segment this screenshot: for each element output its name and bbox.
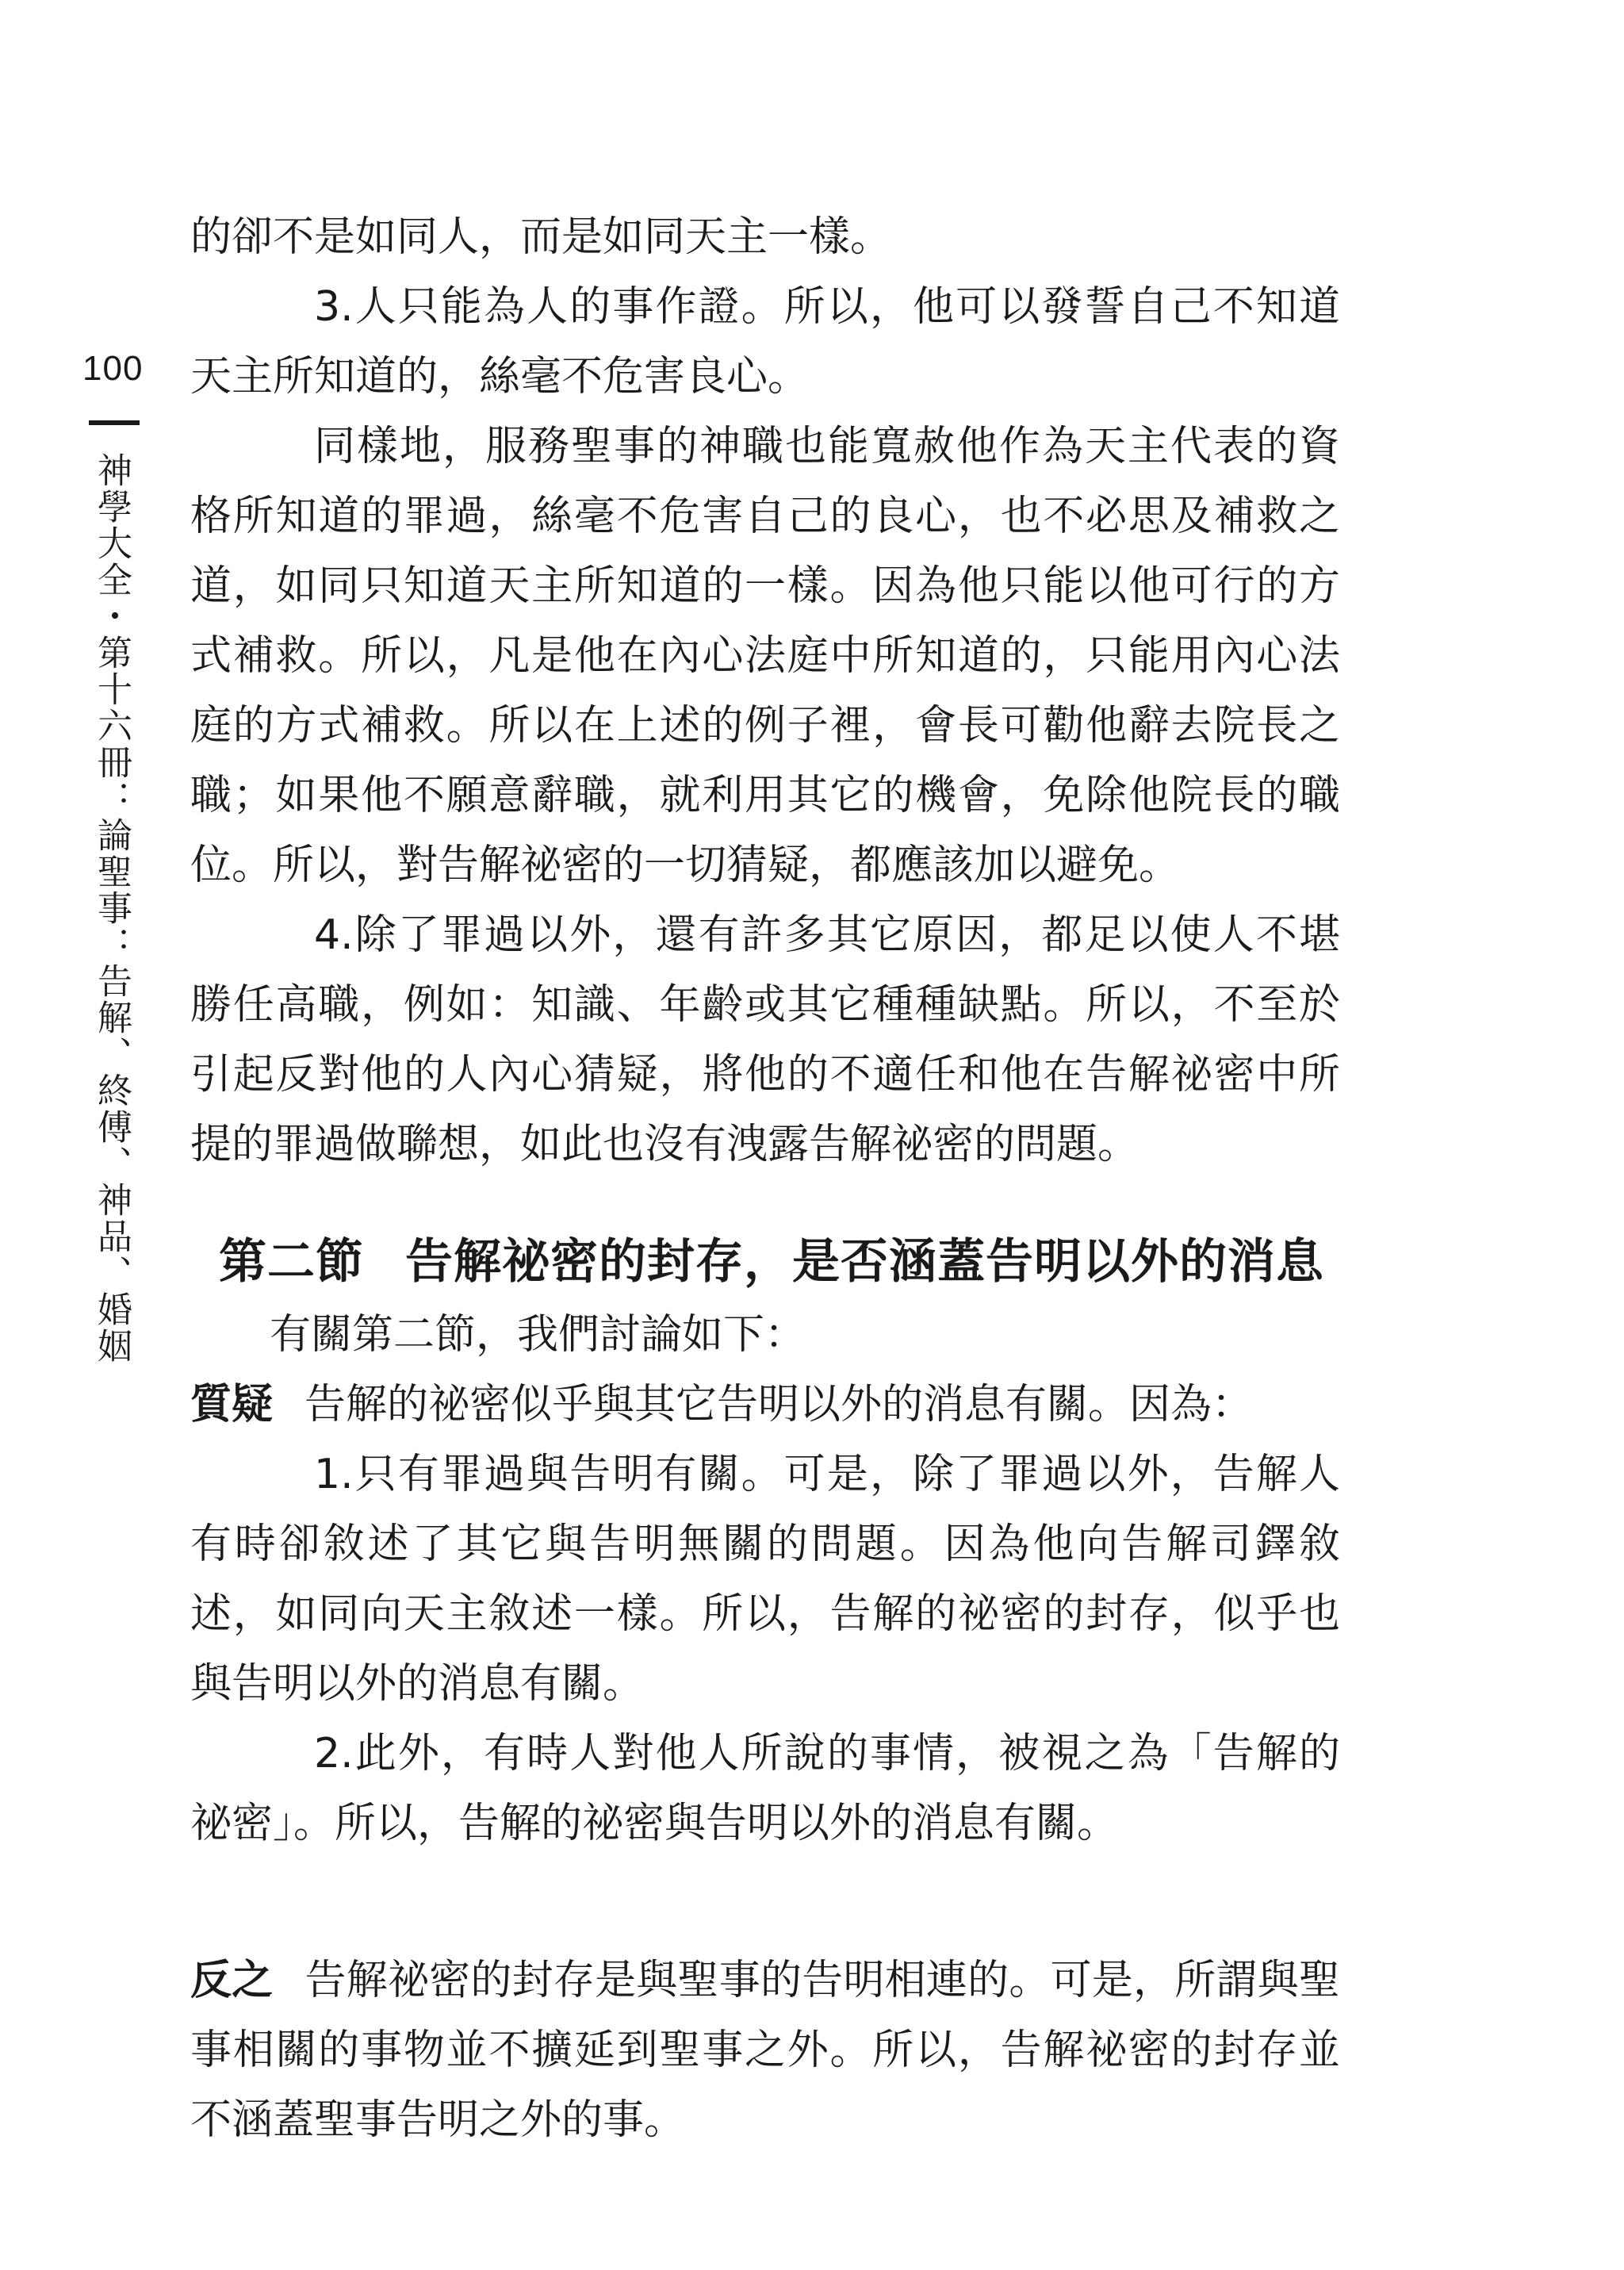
objection-label: 質疑 bbox=[190, 1381, 274, 1428]
spacer bbox=[190, 1858, 1340, 1946]
running-title: 神學大全・第十六冊：論聖事：告解、終傅、神品、婚姻 bbox=[91, 452, 132, 1364]
section-intro: 有關第二節，我們討論如下： bbox=[270, 1311, 806, 1359]
paragraph-reply-3-cont: 同樣地，服務聖事的神職也能寬赦他作為天主代表的資格所知道的罪過，絲毫不危害自己的良心，也不必思及補救之道，如同只知道天主所知道的一樣。因為他只能以他可行的方式補救。所以，凡是他在內心法庭中所知道的，只能用內心法庭的方式補救。所以在上述的例子裡，會長可勸他辭去院長之職；如果他不願意辭職，就利用其它的機會，免除他院長的職位。所以，對告解祕密的一切猜疑，都應該加以避免。 bbox=[190, 423, 1340, 889]
paragraph-reply-4: 4.除了罪過以外，還有許多其它原因，都足以使人不堪勝任高職，例如：知識、年齡或其它種種缺點。所以，不至於引起反對他的人內心猜疑，將他的不適任和他在告解祕密中所提的罪過做聯想，如此也沒有洩露告解祕密的問題。 bbox=[190, 911, 1340, 1168]
section-title: 告解祕密的封存，是否涵蓋告明以外的消息 bbox=[405, 1234, 1324, 1290]
body-text bbox=[190, 202, 1340, 2155]
contra-paragraph bbox=[190, 1946, 1340, 2155]
paragraph-continued: 的卻不是如同人，而是如同天主一樣。 bbox=[190, 213, 892, 261]
section-heading bbox=[219, 1224, 1340, 1300]
section-number: 第二節 bbox=[219, 1234, 364, 1290]
paragraph-reply-3: 3.人只能為人的事作證。所以，他可以發誓自己不知道天主所知道的，絲毫不危害良心。 bbox=[190, 283, 1340, 401]
margin-rule bbox=[89, 420, 140, 425]
contra-label: 反之 bbox=[190, 1957, 274, 2004]
objection-paragraph bbox=[190, 1370, 1340, 1440]
spacer bbox=[190, 1179, 1340, 1224]
objection-2: 2.此外，有時人對他人所說的事情，被視之為「告解的祕密」。所以，告解的祕密與告明以外的消息有關。 bbox=[190, 1730, 1340, 1847]
contra-text: 告解祕密的封存是與聖事的告明相連的。可是，所謂與聖事相關的事物並不擴延到聖事之外。所以，告解祕密的封存並不涵蓋聖事告明之外的事。 bbox=[190, 1957, 1340, 2144]
page-number: 100 bbox=[82, 349, 144, 388]
objection-1: 1.只有罪過與告明有關。可是，除了罪過以外，告解人有時卻敘述了其它與告明無關的問題。因為他向告解司鐸敘述，如同向天主敘述一樣。所以，告解的祕密的封存，似乎也與告明以外的消息有關。 bbox=[190, 1451, 1340, 1708]
objection-text: 告解的祕密似乎與其它告明以外的消息有關。因為： bbox=[304, 1381, 1254, 1428]
